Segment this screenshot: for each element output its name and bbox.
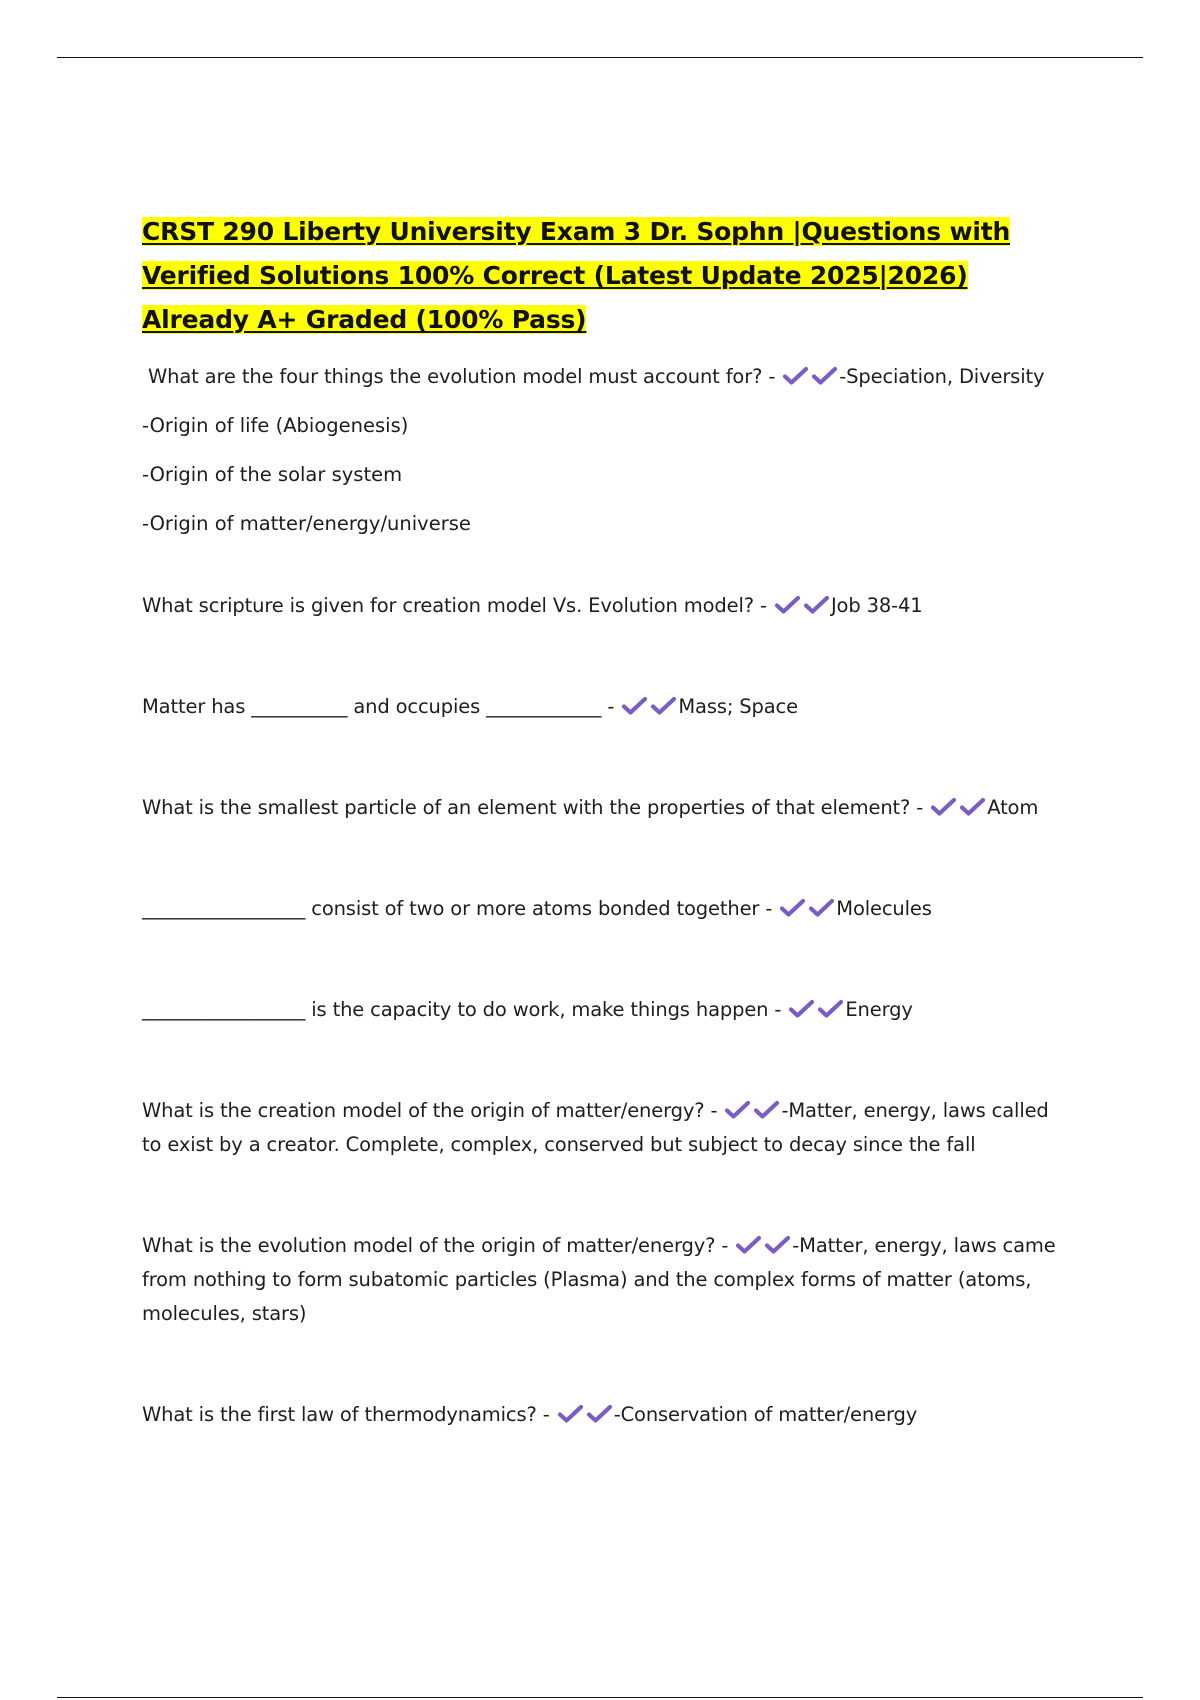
document-body: [142, 210, 1072, 1432]
question-text: What scripture is given for creation model Vs. Evolution model? -: [142, 594, 773, 617]
check-icon: [817, 999, 844, 1019]
answer-line: -Origin of life (Abiogenesis): [142, 414, 409, 437]
answer-text: Job 38-41: [830, 594, 923, 617]
question-text: What is the first law of thermodynamics? -: [142, 1403, 556, 1426]
check-icon: [803, 595, 830, 615]
qa-item: [142, 892, 1072, 926]
qa-item: [142, 360, 1072, 394]
check-icon: [724, 1100, 751, 1120]
answer-text: -Speciation, Diversity: [839, 365, 1045, 388]
question-text: Matter has __________ and occupies ____________ -: [142, 695, 621, 718]
check-icon: [930, 797, 957, 817]
document-title: CRST 290 Liberty University Exam 3 Dr. Sophn |Questions with Verified Solutions 100% Correct (Latest Update 2025|2026) Already A+ Graded (100% Pass): [142, 217, 1011, 334]
question-text: What are the four things the evolution model must account for? -: [148, 365, 782, 388]
check-icon: [735, 1235, 762, 1255]
answer-text: -Matter, energy, laws called to exist by a creator. Complete, complex, conserved but subject to decay since the fall: [142, 1099, 1049, 1156]
qa-item: [142, 1398, 1072, 1432]
check-icon: [808, 898, 835, 918]
check-icon: [586, 1404, 613, 1424]
qa-item: [142, 1094, 1072, 1162]
question-text: What is the smallest particle of an element with the properties of that element? -: [142, 796, 930, 819]
check-icon: [650, 696, 677, 716]
answer-text: Mass; Space: [678, 695, 798, 718]
question-text: What is the creation model of the origin of matter/energy? -: [142, 1099, 724, 1122]
qa-item: [142, 589, 1072, 623]
question-text: What is the evolution model of the origin of matter/energy? -: [142, 1234, 735, 1257]
qa-item: [142, 791, 1072, 825]
bottom-rule: [57, 1697, 1143, 1698]
answer-text: -Matter, energy, laws came from nothing to form subatomic particles (Plasma) and the complex forms of matter (atoms, molecules, stars): [142, 1234, 1056, 1325]
question-text: _________________ consist of two or more atoms bonded together -: [142, 897, 779, 920]
answer-text: Molecules: [836, 897, 932, 920]
answer-text: Energy: [845, 998, 913, 1021]
qa-item: [142, 690, 1072, 724]
qa-item: [142, 1229, 1072, 1331]
answer-line: -Origin of matter/energy/universe: [142, 512, 471, 535]
check-icon: [959, 797, 986, 817]
check-icon: [779, 898, 806, 918]
question-text: _________________ is the capacity to do work, make things happen -: [142, 998, 788, 1021]
check-icon: [774, 595, 801, 615]
check-icon: [788, 999, 815, 1019]
answer-text: -Conservation of matter/energy: [613, 1403, 918, 1426]
check-icon: [557, 1404, 584, 1424]
check-icon: [753, 1100, 780, 1120]
check-icon: [811, 366, 838, 386]
check-icon: [782, 366, 809, 386]
check-icon: [764, 1235, 791, 1255]
top-rule: [57, 57, 1143, 58]
answer-text: Atom: [987, 796, 1039, 819]
answer-line: -Origin of the solar system: [142, 463, 403, 486]
check-icon: [621, 696, 648, 716]
qa-item: [142, 993, 1072, 1027]
